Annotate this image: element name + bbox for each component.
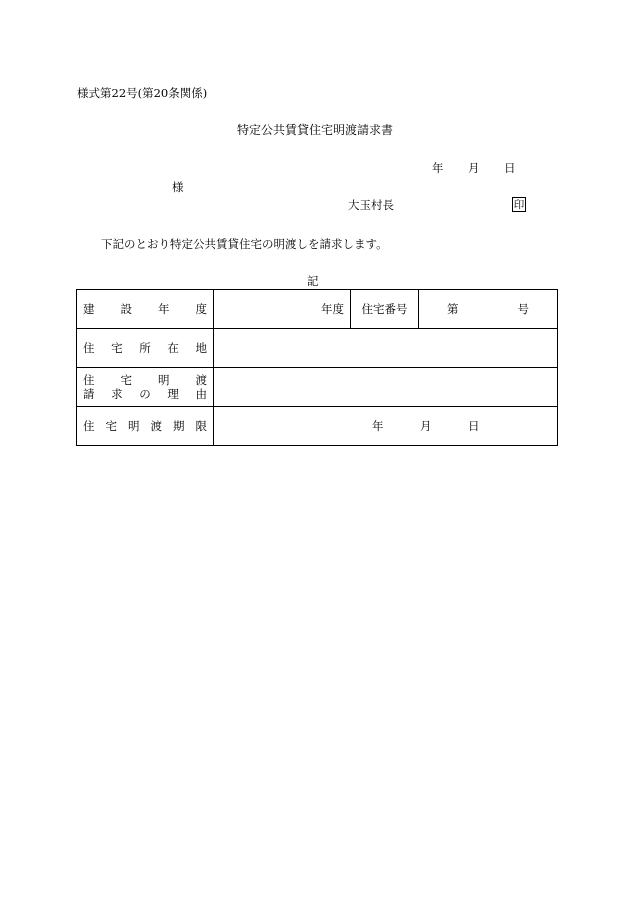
label-eviction-deadline: 住 宅 明 渡 期 限: [77, 407, 214, 446]
date-year: 年: [432, 161, 444, 175]
date-day: 日: [504, 161, 516, 175]
document-title: 特定公共賃貸住宅明渡請求書: [236, 123, 393, 137]
housing-location-field[interactable]: [214, 329, 558, 368]
table-row: [77, 407, 558, 446]
go-label: 号: [517, 302, 529, 316]
deadline-day: 日: [468, 419, 480, 433]
addressee-suffix: 様: [172, 180, 184, 194]
construction-year-field[interactable]: 年度: [214, 290, 351, 329]
seal-mark: 印: [513, 199, 525, 211]
table-row: [77, 290, 558, 329]
label-eviction-reason: 住 宅 明 渡 請 求 の 理 由: [77, 368, 214, 407]
form-number: 様式第22号(第20条関係): [77, 86, 208, 100]
eviction-deadline-field[interactable]: [214, 407, 558, 446]
housing-number-field[interactable]: [419, 290, 558, 329]
eviction-reason-field[interactable]: [214, 368, 558, 407]
table-row: [77, 368, 558, 407]
lead-text: 下記のとおり特定公共賃貸住宅の明渡しを請求します。: [101, 237, 388, 251]
housing-number-label: 住宅番号: [351, 290, 419, 329]
dai-label: 第: [447, 302, 459, 316]
deadline-year: 年: [372, 419, 384, 433]
date-line: [432, 161, 516, 175]
label-construction-year: 建 設 年 度: [77, 290, 214, 329]
ki-heading: 記: [307, 274, 319, 288]
label-housing-location: 住 宅 所 在 地: [77, 329, 214, 368]
request-table: [76, 289, 558, 446]
issuer-name: 大玉村長: [348, 198, 394, 212]
deadline-month: 月: [420, 419, 432, 433]
table-row: [77, 329, 558, 368]
date-month: 月: [468, 161, 480, 175]
